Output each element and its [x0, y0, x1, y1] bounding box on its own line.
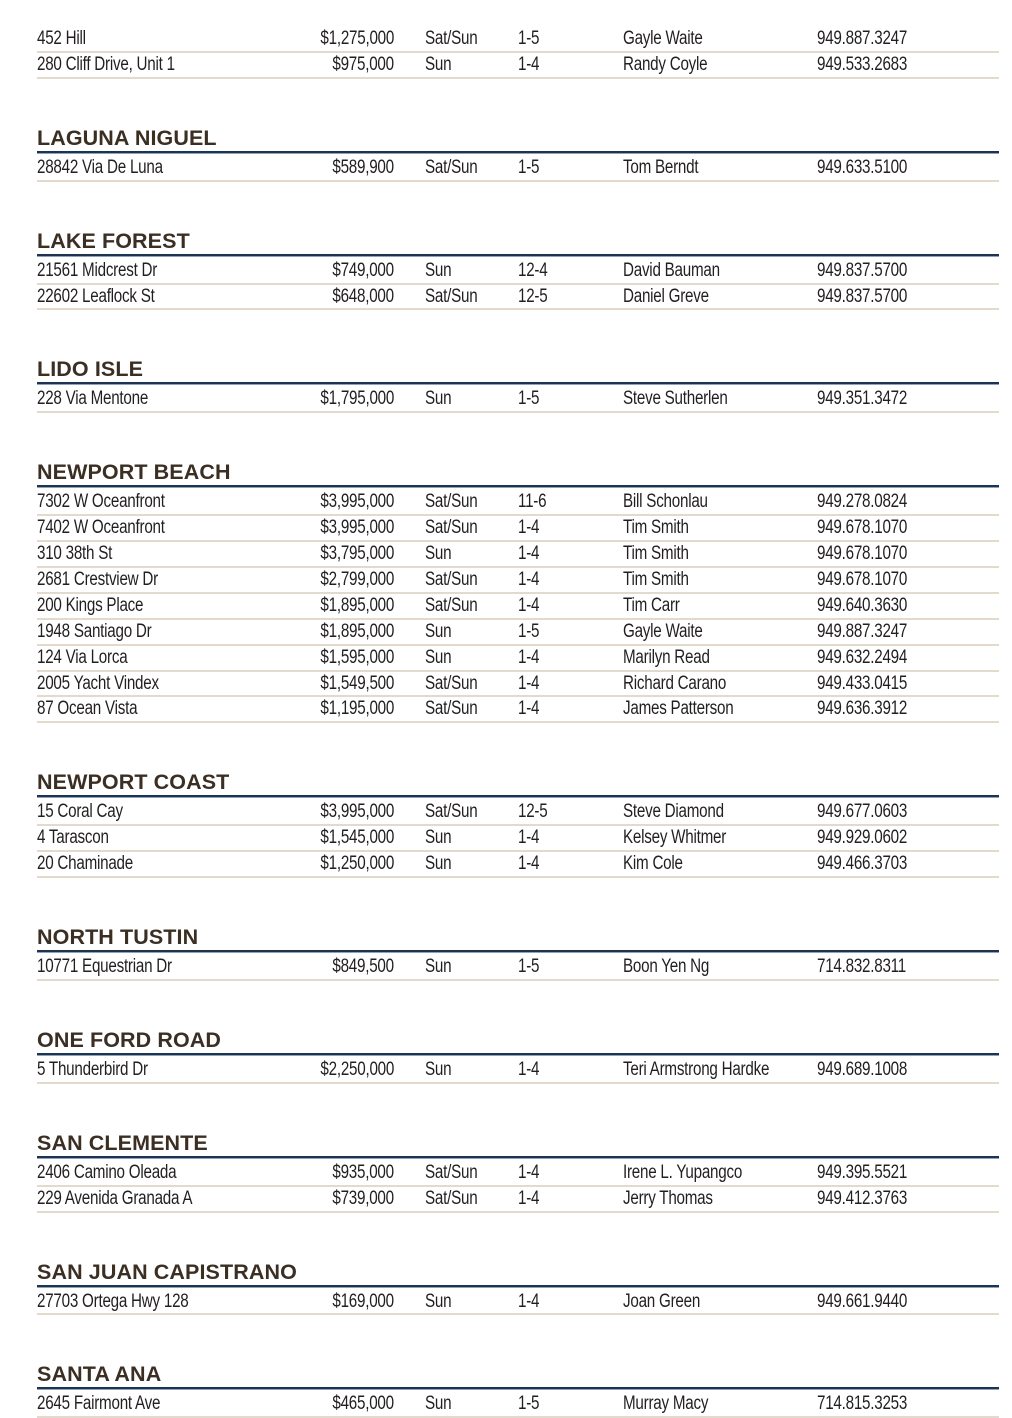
listing-price: $1,549,500 [320, 672, 394, 694]
listing-days: Sat/Sun [425, 1161, 478, 1183]
city-heading: SAN CLEMENTE [37, 1124, 999, 1158]
city-heading: ONE FORD ROAD [37, 1021, 999, 1055]
listing-address: 87 Ocean Vista [37, 698, 138, 720]
listing-address: 310 38th St [37, 543, 113, 565]
listing-time: 1-5 [518, 156, 540, 178]
listing-days: Sun [425, 853, 452, 875]
listing-time: 1-5 [518, 1393, 540, 1415]
city-heading: SANTA ANA [37, 1355, 999, 1389]
listing-time: 1-5 [518, 388, 540, 410]
listing-time: 1-4 [518, 646, 540, 668]
city-heading: NORTH TUSTIN [37, 918, 999, 952]
listing-address: 7402 W Oceanfront [37, 517, 165, 539]
listing-time: 1-4 [518, 672, 540, 694]
listing-phone: 949.632.2494 [817, 646, 908, 668]
listing-days: Sun [425, 543, 452, 565]
listing-row [37, 697, 999, 723]
listing-days: Sat/Sun [425, 491, 478, 513]
listing-address: 124 Via Lorca [37, 646, 128, 668]
listing-time: 1-4 [518, 853, 540, 875]
intro-rows [37, 27, 999, 79]
listing-address: 22602 Leaflock St [37, 285, 155, 307]
listing-price: $1,250,000 [320, 853, 394, 875]
city-heading: LIDO ISLE [37, 350, 999, 384]
section-spacer [37, 413, 999, 453]
listing-phone: 949.640.3630 [817, 594, 908, 616]
listing-price: $3,995,000 [320, 517, 394, 539]
listing-address: 20 Chaminade [37, 853, 133, 875]
listing-agent: David Bauman [623, 259, 720, 281]
listing-agent: Kelsey Whitmer [623, 827, 727, 849]
listing-time: 1-4 [518, 594, 540, 616]
section-spacer [37, 1213, 999, 1253]
listing-time: 12-5 [518, 285, 548, 307]
listing-days: Sun [425, 1058, 452, 1080]
listing-price: $749,000 [332, 259, 394, 281]
listing-agent: Bill Schonlau [623, 491, 708, 513]
listing-agent: Tim Smith [623, 517, 689, 539]
listing-phone: 949.661.9440 [817, 1290, 908, 1312]
listing-phone: 949.929.0602 [817, 827, 908, 849]
listing-agent: James Patterson [623, 698, 734, 720]
listing-row [37, 542, 999, 568]
city-section [37, 878, 999, 981]
listing-price: $1,795,000 [320, 388, 394, 410]
listing-agent: Richard Carano [623, 672, 727, 694]
listing-price: $2,250,000 [320, 1058, 394, 1080]
listing-days: Sun [425, 1393, 452, 1415]
listing-time: 1-4 [518, 569, 540, 591]
listing-phone: 949.678.1070 [817, 569, 908, 591]
city-sections [37, 79, 999, 1418]
listing-row [37, 594, 999, 620]
section-spacer [37, 878, 999, 918]
city-section [37, 182, 999, 311]
listing-address: 1948 Santiago Dr [37, 620, 152, 642]
listing-row [37, 955, 999, 981]
listing-phone: 949.837.5700 [817, 259, 908, 281]
listing-row [37, 672, 999, 698]
listing-row [37, 53, 999, 79]
listing-price: $3,795,000 [320, 543, 394, 565]
listing-agent: Boon Yen Ng [623, 956, 710, 978]
listing-time: 1-4 [518, 1290, 540, 1312]
listing-time: 1-5 [518, 620, 540, 642]
listing-phone: 949.677.0603 [817, 801, 908, 823]
listing-address: 200 Kings Place [37, 594, 144, 616]
city-heading: SAN JUAN CAPISTRANO [37, 1253, 999, 1287]
listing-address: 21561 Midcrest Dr [37, 259, 158, 281]
city-section [37, 413, 999, 723]
listing-price: $3,995,000 [320, 801, 394, 823]
listing-address: 15 Coral Cay [37, 801, 123, 823]
listing-address: 2681 Crestview Dr [37, 569, 158, 591]
listing-time: 12-4 [518, 259, 548, 281]
listing-days: Sat/Sun [425, 672, 478, 694]
listing-price: $465,000 [332, 1393, 394, 1415]
listing-price: $1,895,000 [320, 594, 394, 616]
listing-price: $589,900 [332, 156, 394, 178]
listing-days: Sun [425, 53, 452, 75]
city-section [37, 1213, 999, 1316]
listing-time: 1-4 [518, 543, 540, 565]
listing-days: Sat/Sun [425, 801, 478, 823]
listing-phone: 949.633.5100 [817, 156, 908, 178]
listing-days: Sun [425, 646, 452, 668]
listing-agent: Irene L. Yupangco [623, 1161, 743, 1183]
listing-row [37, 1161, 999, 1187]
listing-phone: 949.636.3912 [817, 698, 908, 720]
listing-days: Sat/Sun [425, 569, 478, 591]
listing-price: $1,275,000 [320, 28, 394, 49]
listing-row [37, 27, 999, 53]
listing-agent: Tim Smith [623, 543, 689, 565]
listing-row [37, 852, 999, 878]
listing-address: 228 Via Mentone [37, 388, 149, 410]
listing-price: $739,000 [332, 1187, 394, 1209]
city-heading: NEWPORT COAST [37, 763, 999, 797]
listing-days: Sun [425, 259, 452, 281]
listing-agent: Kim Cole [623, 853, 683, 875]
listing-row [37, 490, 999, 516]
listing-agent: Tim Smith [623, 569, 689, 591]
listing-time: 1-4 [518, 1058, 540, 1080]
listing-days: Sun [425, 1290, 452, 1312]
listing-address: 10771 Equestrian Dr [37, 956, 172, 978]
listing-row [37, 620, 999, 646]
listing-row [37, 259, 999, 285]
section-spacer [37, 1084, 999, 1124]
listing-time: 1-4 [518, 1161, 540, 1183]
listing-row [37, 646, 999, 672]
listing-days: Sat/Sun [425, 594, 478, 616]
city-section [37, 1084, 999, 1213]
city-heading: NEWPORT BEACH [37, 453, 999, 487]
listing-agent: Steve Diamond [623, 801, 724, 823]
listing-price: $1,195,000 [320, 698, 394, 720]
listing-price: $1,895,000 [320, 620, 394, 642]
listing-agent: Jerry Thomas [623, 1187, 713, 1209]
listing-row [37, 156, 999, 182]
listing-time: 12-5 [518, 801, 548, 823]
city-section [37, 310, 999, 413]
listing-price: $2,799,000 [320, 569, 394, 591]
listing-row [37, 826, 999, 852]
listing-row [37, 800, 999, 826]
listing-agent: Tom Berndt [623, 156, 699, 178]
listing-phone: 949.887.3247 [817, 620, 908, 642]
listing-days: Sat/Sun [425, 285, 478, 307]
listing-agent: Teri Armstrong Hardke [623, 1058, 770, 1080]
listing-days: Sun [425, 956, 452, 978]
listing-time: 1-5 [518, 28, 540, 49]
listing-phone: 949.689.1008 [817, 1058, 908, 1080]
city-section [37, 1315, 999, 1418]
listing-phone: 949.412.3763 [817, 1187, 908, 1209]
listing-time: 1-4 [518, 53, 540, 75]
listing-price: $1,595,000 [320, 646, 394, 668]
listing-days: Sat/Sun [425, 698, 478, 720]
listing-phone: 949.678.1070 [817, 543, 908, 565]
listing-row [37, 285, 999, 311]
listing-days: Sun [425, 827, 452, 849]
listing-phone: 949.466.3703 [817, 853, 908, 875]
listing-phone: 949.678.1070 [817, 517, 908, 539]
listing-time: 11-6 [518, 491, 547, 513]
listing-days: Sat/Sun [425, 156, 478, 178]
listing-days: Sun [425, 388, 452, 410]
section-spacer [37, 182, 999, 222]
listing-row [37, 1187, 999, 1213]
listing-agent: Murray Macy [623, 1393, 709, 1415]
listing-phone: 949.837.5700 [817, 285, 908, 307]
section-spacer [37, 723, 999, 763]
listing-address: 7302 W Oceanfront [37, 491, 165, 513]
listing-price: $849,500 [332, 956, 394, 978]
listing-phone: 949.887.3247 [817, 28, 908, 49]
city-heading: LAGUNA NIGUEL [37, 119, 999, 153]
listing-phone: 949.351.3472 [817, 388, 908, 410]
listing-row [37, 516, 999, 542]
listing-price: $1,545,000 [320, 827, 394, 849]
listing-address: 2005 Yacht Vindex [37, 672, 159, 694]
listing-address: 4 Tarascon [37, 827, 109, 849]
listing-phone: 949.433.0415 [817, 672, 908, 694]
section-spacer [37, 310, 999, 350]
listing-row [37, 568, 999, 594]
listing-row [37, 1290, 999, 1316]
listing-days: Sat/Sun [425, 1187, 478, 1209]
listing-phone: 949.533.2683 [817, 53, 908, 75]
listing-time: 1-4 [518, 517, 540, 539]
listing-phone: 949.278.0824 [817, 491, 908, 513]
listing-time: 1-4 [518, 698, 540, 720]
section-spacer [37, 981, 999, 1021]
listing-time: 1-5 [518, 956, 540, 978]
listing-agent: Daniel Greve [623, 285, 709, 307]
listing-agent: Gayle Waite [623, 28, 703, 49]
section-spacer [37, 1315, 999, 1355]
listing-phone: 714.815.3253 [817, 1393, 908, 1415]
city-section [37, 79, 999, 182]
listing-phone: 714.832.8311 [817, 956, 906, 978]
listing-agent: Steve Sutherlen [623, 388, 728, 410]
listing-agent: Gayle Waite [623, 620, 703, 642]
listing-row [37, 387, 999, 413]
city-section [37, 981, 999, 1084]
listing-time: 1-4 [518, 1187, 540, 1209]
listing-price: $975,000 [332, 53, 394, 75]
listing-price: $3,995,000 [320, 491, 394, 513]
listing-address: 27703 Ortega Hwy 128 [37, 1290, 189, 1312]
listing-price: $648,000 [332, 285, 394, 307]
listing-address: 2406 Camino Oleada [37, 1161, 177, 1183]
listing-agent: Marilyn Read [623, 646, 710, 668]
listing-address: 280 Cliff Drive, Unit 1 [37, 53, 175, 75]
listing-agent: Randy Coyle [623, 53, 708, 75]
city-section [37, 723, 999, 878]
listing-row [37, 1058, 999, 1084]
listing-address: 2645 Fairmont Ave [37, 1393, 161, 1415]
listing-address: 28842 Via De Luna [37, 156, 163, 178]
listing-agent: Tim Carr [623, 594, 680, 616]
listing-address: 5 Thunderbird Dr [37, 1058, 148, 1080]
listing-address: 452 Hill [37, 28, 86, 49]
listing-row [37, 1392, 999, 1418]
listing-time: 1-4 [518, 827, 540, 849]
listing-days: Sun [425, 620, 452, 642]
listing-price: $935,000 [332, 1161, 394, 1183]
open-house-listing [37, 27, 999, 1418]
listing-price: $169,000 [332, 1290, 394, 1312]
listing-days: Sat/Sun [425, 517, 478, 539]
listing-address: 229 Avenida Granada A [37, 1187, 193, 1209]
listing-agent: Joan Green [623, 1290, 701, 1312]
section-spacer [37, 79, 999, 119]
listing-phone: 949.395.5521 [817, 1161, 908, 1183]
listing-days: Sat/Sun [425, 28, 478, 49]
city-heading: LAKE FOREST [37, 222, 999, 256]
